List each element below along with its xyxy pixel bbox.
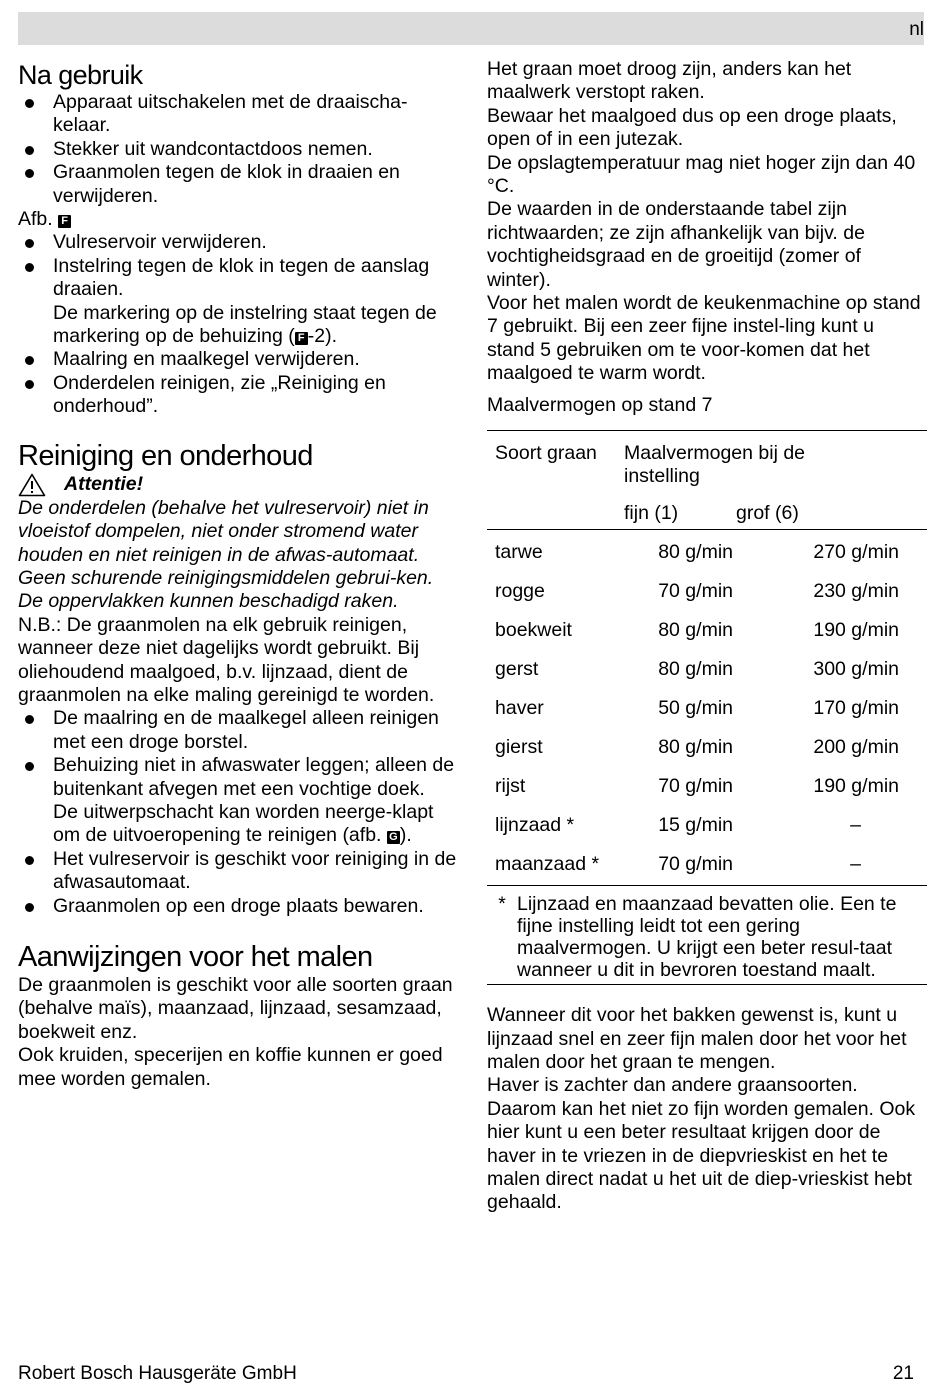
table-row: rogge 70 g/min 230 g/min [495, 580, 899, 603]
maalvermogen-table [487, 430, 927, 985]
bullet-icon [25, 239, 34, 248]
bullet-icon [25, 169, 34, 178]
list-item: Stekker uit wandcontactdoos nemen. [18, 138, 463, 161]
list-item: Graanmolen op een droge plaats bewaren. [18, 895, 463, 918]
section-title-aanwijzingen: Aanwijzingen voor het malen [18, 941, 373, 973]
figure-g-icon: G [387, 831, 400, 844]
section-title-na-gebruik: Na gebruik [18, 60, 143, 90]
page-number: 21 [892, 1363, 914, 1384]
paragraph: Wanneer dit voor het bakken gewenst is, kunt u lijnzaad snel en zeer fijn malen door het voor het malen door het graan te mengen. [487, 1004, 907, 1073]
after-table-text [487, 1004, 927, 1215]
na-gebruik-list-2 [18, 231, 463, 301]
attention-row [18, 473, 463, 497]
paragraph: Haver is zachter dan andere graansoorten. Daarom kan het niet zo fijn worden gemalen. Ook hier kunt u een beter resultaat krijgen door de haver in te vriezen in de diepvrieskist en het te malen direct nadat u het uit de diep-vrieskist hebt gehaald. [487, 1074, 916, 1214]
column-header-fijn: fijn (1) [623, 489, 735, 530]
table-row: tarwe 80 g/min 270 g/min [495, 541, 899, 564]
figure-f-icon: F [58, 215, 71, 228]
paragraph: Ook kruiden, specerijen en koffie kunnen er goed mee worden gemalen. [18, 1044, 443, 1090]
figure-f-icon: F [295, 332, 308, 345]
attention-label: Attentie! [64, 473, 144, 496]
list-item: Behuizing niet in afwaswater leggen; alleen de buitenkant afvegen met een vochtige doek. [18, 754, 463, 801]
table-footnote: * Lijnzaad en maanzaad bevatten olie. Een te fijne instelling leidt tot een gering maalvermogen. U krijgt een beter resul-taat wanneer u dit in bevroren toestand maalt. [498, 893, 897, 982]
na-gebruik-list [18, 91, 463, 208]
right-column [487, 58, 927, 1215]
warning-text-1: De onderdelen (behalve het vulreservoir) niet in vloeistof dompelen, niet onder stromend water houden en niet reinigen in de afwas-automaat. [18, 496, 429, 566]
bullet-icon [25, 903, 34, 912]
bullet-icon [25, 380, 34, 389]
column-header-maalvermogen: Maalvermogen bij de instelling [624, 442, 806, 488]
list-item: Vulreservoir verwijderen. [18, 231, 463, 254]
footer-company: Robert Bosch Hausgeräte GmbH [18, 1363, 297, 1384]
table-row: lijnzaad * 15 g/min – [495, 814, 861, 837]
nb-note: N.B.: De graanmolen na elk gebruik reinigen, wanneer deze niet dagelijks wordt gebruikt. Bij oliehoudend maalgoed, b.v. lijnzaad, dient de graanmolen na elke maling gereinigd te worden. [18, 613, 435, 706]
bullet-icon [25, 715, 34, 724]
uitwerp-note: De uitwerpschacht kan worden neerge-klapt om de uitvoeropening te reinigen (afb. G ). [53, 800, 434, 847]
table-row: maanzaad * 70 g/min – [487, 845, 927, 886]
list-item: Het vulreservoir is geschikt voor reiniging in de afwasautomaat. [18, 848, 463, 895]
warning-text-2: Geen schurende reinigingsmiddelen gebrui-ken. De oppervlakken kunnen beschadigd raken. [18, 566, 434, 613]
table-title: Maalvermogen op stand 7 [487, 393, 713, 416]
bullet-icon [25, 856, 34, 865]
list-item: Maalring en maalkegel verwijderen. [18, 348, 463, 371]
paragraph: Het graan moet droog zijn, anders kan het maalwerk verstopt raken. [487, 58, 852, 104]
list-item: Apparaat uitschakelen met de draaischa-kelaar. [18, 91, 463, 138]
table-footnote-row [487, 886, 927, 985]
table-row: rijst 70 g/min 190 g/min [495, 775, 899, 798]
list-item: Instelring tegen de klok in tegen de aanslag draaien. [18, 255, 463, 302]
left-column [18, 58, 463, 1091]
language-code: nl [909, 19, 924, 40]
paragraph: De opslagtemperatuur mag niet hoger zijn dan 40 °C. [487, 151, 916, 198]
list-item: De maalring en de maalkegel alleen reinigen met een droge borstel. [18, 707, 463, 754]
table-row: gierst 80 g/min 200 g/min [495, 736, 899, 759]
figure-reference: Afb. F [18, 208, 463, 231]
markering-note: De markering op de instelring staat tegen de markering op de behuizing ( F -2). [53, 301, 437, 348]
table-row: boekweit 80 g/min 190 g/min [495, 619, 899, 642]
reiniging-list [18, 707, 463, 801]
bullet-icon [25, 263, 34, 272]
section-title-reiniging: Reiniging en onderhoud [18, 439, 313, 472]
list-item: Onderdelen reinigen, zie „Reiniging en onderhoud”. [18, 372, 463, 419]
paragraph: Bewaar het maalgoed dus op een droge plaats, open of in een jutezak. [487, 104, 897, 151]
na-gebruik-list-3 [18, 348, 463, 418]
bullet-icon [25, 356, 34, 365]
bullet-icon [25, 146, 34, 155]
reiniging-list-2 [18, 848, 463, 918]
header-bar [18, 12, 924, 45]
table-row: haver 50 g/min 170 g/min [495, 697, 899, 720]
bullet-icon [25, 762, 34, 771]
paragraph: Voor het malen wordt de keukenmachine op stand 7 gebruikt. Bij een zeer fijne instel-ling kunt u stand 5 gebruiken om te voor-komen dat het maalgoed te warm wordt. [487, 292, 921, 385]
paragraph: De graanmolen is geschikt voor alle soorten graan (behalve maïs), maanzaad, lijnzaad, sesamzaad, boekweit enz. [18, 974, 453, 1043]
paragraph: De waarden in de onderstaande tabel zijn richtwaarden; ze zijn afhankelijk van bijv. de vochtigheidsgraad en de groeitijd (zomer of winter). [487, 198, 865, 291]
column-header-grof: grof (6) [735, 489, 927, 530]
column-header-soort: Soort graan [495, 442, 597, 465]
warning-triangle-icon [18, 473, 46, 497]
list-item: Graanmolen tegen de klok in draaien en verwijderen. [18, 161, 463, 208]
table-row: gerst 80 g/min 300 g/min [495, 658, 899, 681]
bullet-icon [25, 99, 34, 108]
